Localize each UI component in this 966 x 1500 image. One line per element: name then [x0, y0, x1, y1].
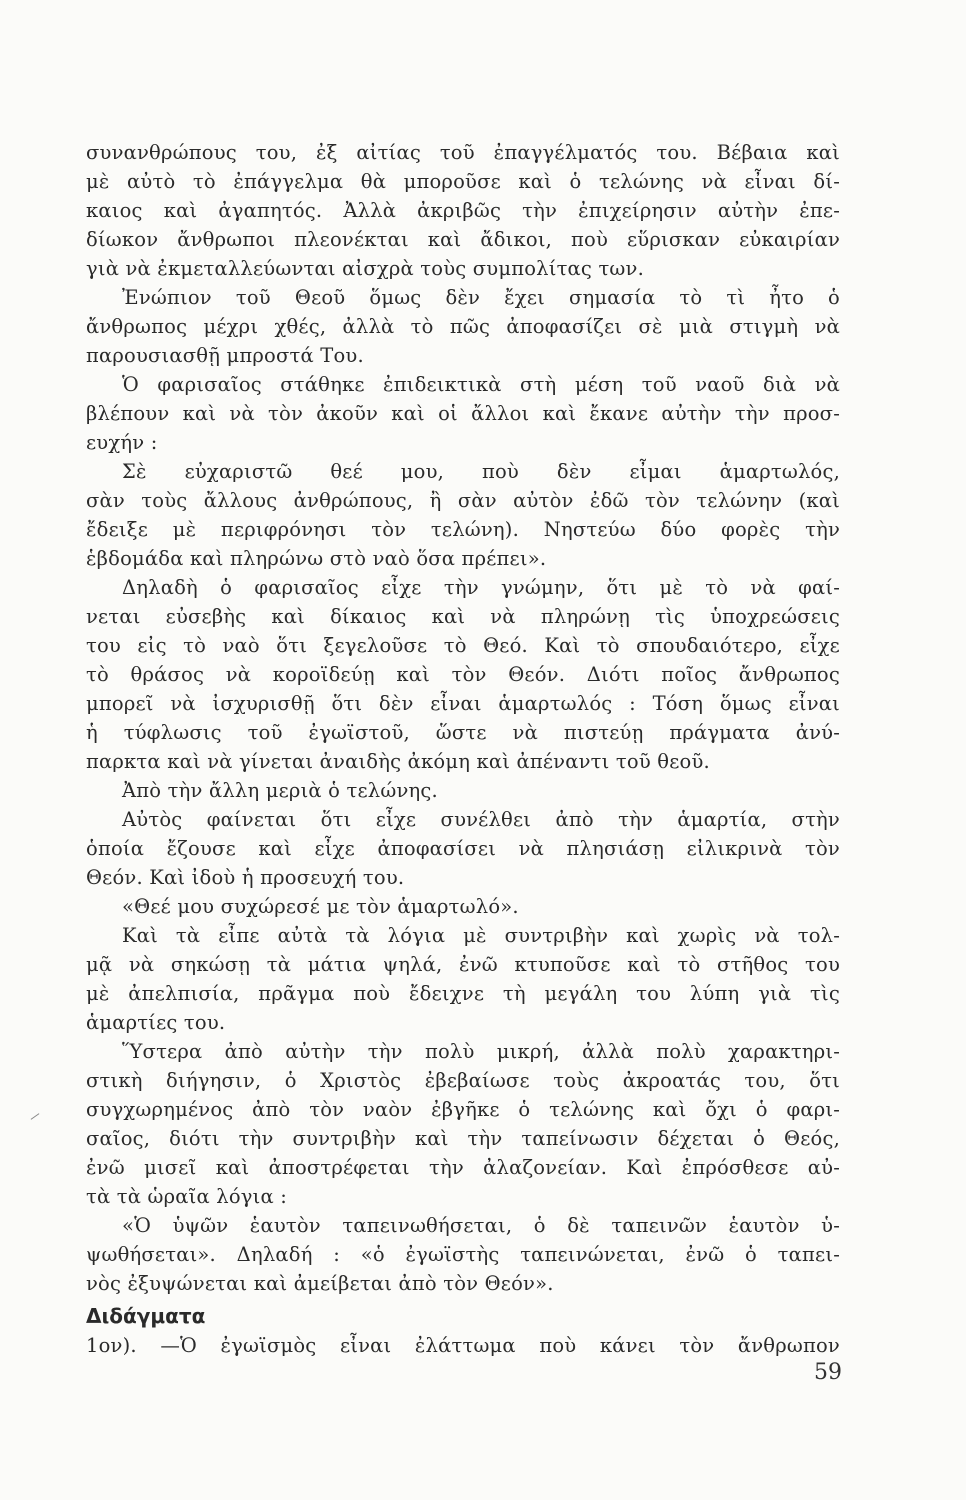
text-line: καιος καὶ ἀγαπητός. Ἀλλὰ ἀκριβῶς τὴν ἐπιχείρησιν αὐτὴν ἐπε- [86, 199, 840, 222]
text-line: ὁποία ἔζουσε καὶ εἶχε ἀποφασίσει νὰ πλησιάσῃ εἰλικρινὰ τὸν [86, 837, 840, 860]
text-line: Θεόν. Καὶ ἰδοὺ ἡ προσευχή του. [86, 866, 405, 889]
text-line: Ἀπὸ τὴν ἄλλη μεριὰ ὁ τελώνης. [122, 779, 438, 802]
text-line: Αὐτὸς φαίνεται ὅτι εἶχε συνέλθει ἀπὸ τὴν ἁμαρτία, στὴν [122, 808, 840, 831]
text-line: Σὲ εὐχαριστῶ θεέ μου, ποὺ δὲν εἶμαι ἁμαρτωλός, [122, 460, 840, 483]
text-line: Ὁ φαρισαῖος στάθηκε ἐπιδεικτικὰ στὴ μέση τοῦ ναοῦ διὰ νὰ [122, 373, 840, 396]
text-line: Δηλαδὴ ὁ φαρισαῖος εἶχε τὴν γνώμην, ὅτι μὲ τὸ νὰ φαί- [122, 576, 840, 599]
text-line: του εἰς τὸ ναὸ ὅτι ξεγελοῦσε τὸ Θεό. Καὶ τὸ σπουδαιότερο, εἶχε [86, 634, 840, 657]
text-line: ἄνθρωπος μέχρι χθές, ἀλλὰ τὸ πῶς ἀποφασίζει σὲ μιὰ στιγμὴ νὰ [86, 315, 840, 338]
text-line: σαῖος, διότι τὴν συντριβὴν καὶ τὴν ταπείνωσιν δέχεται ὁ Θεός, [86, 1127, 840, 1150]
page-number: 59 [814, 1360, 842, 1385]
text-line: ἡ τύφλωσις τοῦ ἐγωϊστοῦ, ὥστε νὰ πιστεύῃ πράγματα ἀνύ- [86, 721, 840, 744]
text-line: Ὕστερα ἀπὸ αὐτὴν τὴν πολὺ μικρή, ἀλλὰ πολὺ χαρακτηρι- [122, 1040, 840, 1063]
text-line: τὰ τὰ ὡραῖα λόγια : [86, 1185, 287, 1208]
text-line: παρουσιασθῇ μπροστά Του. [86, 344, 364, 367]
page-body [86, 138, 840, 1438]
scan-mark [31, 1113, 40, 1120]
text-line: συγχωρημένος ἀπὸ τὸν ναὸν ἐβγῆκε ὁ τελώνης καὶ ὄχι ὁ φαρι- [86, 1098, 840, 1121]
text-line: Ἐνώπιον τοῦ Θεοῦ ὅμως δὲν ἔχει σημασία τὸ τὶ ἦτο ὁ [122, 286, 840, 309]
text-line: ἑβδομάδα καὶ πληρώνω στὸ ναὸ ὅσα πρέπει». [86, 547, 547, 570]
text-line: σὰν τοὺς ἄλλους ἀνθρώπους, ἢ σὰν αὐτὸν ἐδῶ τὸν τελώνην (καὶ [86, 489, 840, 512]
text-line: μὲ ἀπελπισία, πρᾶγμα ποὺ ἔδειχνε τὴ μεγάλη του λύπη γιὰ τὶς [86, 982, 840, 1005]
text-line: στικὴ διήγησιν, ὁ Χριστὸς ἐβεβαίωσε τοὺς ἀκροατάς του, ὅτι [86, 1069, 840, 1092]
text-line: 1ον). —Ὁ ἐγωϊσμὸς εἶναι ἐλάττωμα ποὺ κάνει τὸν ἄνθρωπον [86, 1334, 840, 1357]
text-line: Καὶ τὰ εἶπε αὐτὰ τὰ λόγια μὲ συντριβὴν καὶ χωρὶς νὰ τολ- [122, 924, 840, 947]
text-line: μὲ αὐτὸ τὸ ἐπάγγελμα θὰ μποροῦσε καὶ ὁ τελώνης νὰ εἶναι δί- [86, 170, 840, 193]
text-line: δίωκον ἄνθρωποι πλεονέκται καὶ ἄδικοι, ποὺ εὕρισκαν εὐκαιρίαν [86, 228, 840, 251]
text-line: ευχήν : [86, 431, 158, 454]
text-line: νὸς ἐξυψώνεται καὶ ἀμείβεται ἀπὸ τὸν Θεόν». [86, 1272, 554, 1295]
text-line: «Θεέ μου συχώρεσέ με τὸν ἁμαρτωλό». [122, 895, 519, 918]
text-line: ἔδειξε μὲ περιφρόνησι τὸν τελώνη). Νηστεύω δύο φορὲς τὴν [86, 518, 840, 541]
text-line: μᾷ νὰ σηκώσῃ τὰ μάτια ψηλά, ἐνῶ κτυποῦσε καὶ τὸ στῆθος του [86, 953, 840, 976]
text-line: ἐνῶ μισεῖ καὶ ἀποστρέφεται τὴν ἀλαζονείαν. Καὶ ἐπρόσθεσε αὐ- [86, 1156, 840, 1179]
text-line: νεται εὐσεβὴς καὶ δίκαιος καὶ νὰ πληρώνῃ τὶς ὑποχρεώσεις [86, 605, 840, 628]
text-line: γιὰ νὰ ἐκμεταλλεύωνται αἰσχρὰ τοὺς συμπολίτας των. [86, 257, 644, 280]
text-line: συνανθρώπους του, ἐξ αἰτίας τοῦ ἐπαγγέλματός του. Βέβαια καὶ [86, 141, 840, 164]
text-line: «Ὁ ὑψῶν ἑαυτὸν ταπεινωθήσεται, ὁ δὲ ταπεινῶν ἑαυτὸν ὑ- [122, 1214, 840, 1237]
text-body [86, 138, 840, 1298]
text-line: βλέπουν καὶ νὰ τὸν ἀκοῦν καὶ οἱ ἄλλοι καὶ ἔκανε αὐτὴν τὴν προσ- [86, 402, 840, 425]
text-line: ἁμαρτίες του. [86, 1011, 226, 1034]
text-line: τὸ θράσος νὰ κοροϊδεύῃ καὶ τὸν Θεόν. Διότι ποῖος ἄνθρωπος [86, 663, 840, 686]
text-line: μπορεῖ νὰ ἰσχυρισθῇ ὅτι δὲν εἶναι ἁμαρτωλός : Τόση ὅμως εἶναι [86, 692, 840, 715]
section-heading: Διδάγματα [86, 1304, 206, 1328]
text-line: ψωθήσεται». Δηλαδή : «ὁ ἐγωϊστὴς ταπεινώνεται, ἐνῶ ὁ ταπει- [86, 1243, 840, 1266]
text-line: παρκτα καὶ νὰ γίνεται ἀναιδὴς ἀκόμη καὶ ἀπέναντι τοῦ θεοῦ. [86, 750, 710, 773]
